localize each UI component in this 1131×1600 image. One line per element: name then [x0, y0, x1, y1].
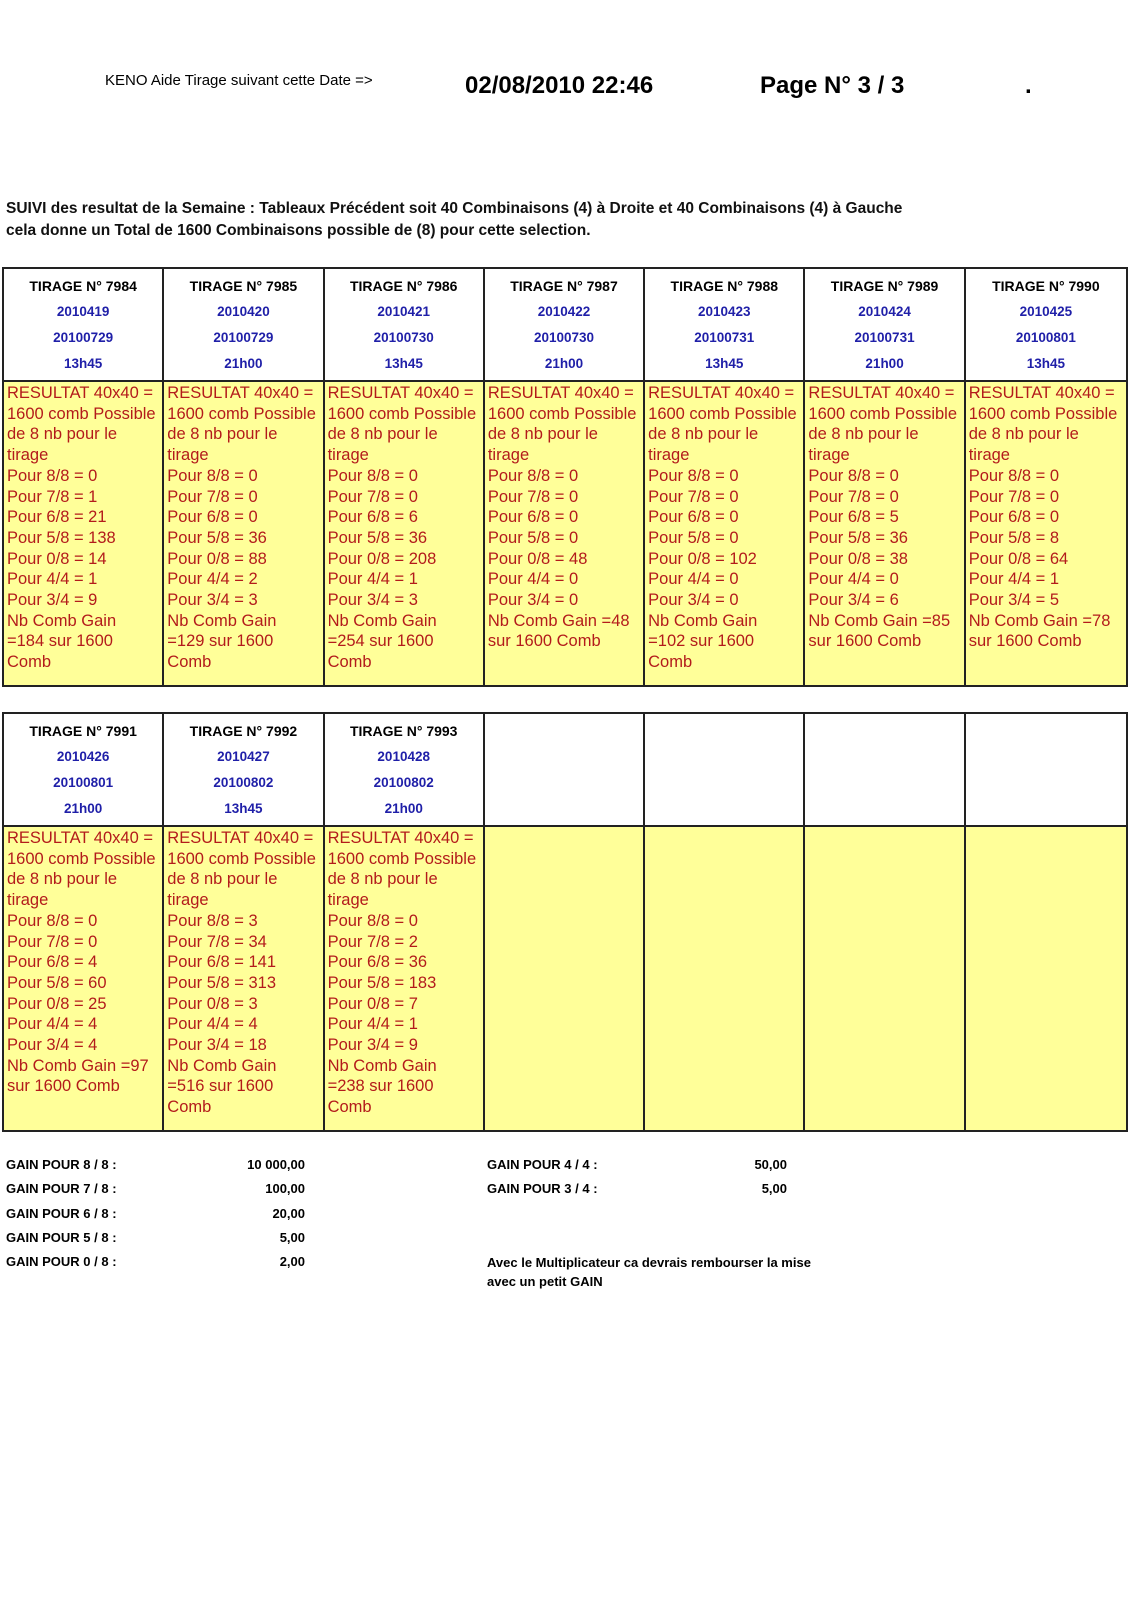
- result-line: Pour 7/8 = 1: [7, 487, 98, 506]
- result-line: Pour 0/8 = 48: [487, 549, 588, 568]
- result-line: 1600 comb Possible: [648, 404, 797, 423]
- result-line: Pour 0/8 = 3: [167, 994, 258, 1013]
- result-line: Pour 0/8 = 102: [648, 549, 757, 568]
- result-line: tirage: [327, 891, 369, 910]
- result-line: de 8 nb pour le: [968, 425, 1079, 444]
- result-line: Pour 3/4 = 0: [487, 591, 579, 610]
- gain-value: 5,00: [761, 1181, 787, 1196]
- draw-column: [325, 714, 485, 1130]
- result-line: Pour 0/8 = 88: [167, 549, 267, 568]
- result-line: Pour 7/8 = 0: [167, 487, 258, 506]
- result-line: Pour 0/8 = 7: [327, 994, 418, 1013]
- draw-column: [966, 714, 1126, 1130]
- result-line: Comb: [648, 653, 693, 672]
- result-line: Pour 6/8 = 141: [167, 953, 276, 972]
- result-line: 1600 comb Possible: [7, 849, 156, 868]
- gain-label: GAIN POUR 7 / 8 :: [6, 1181, 117, 1196]
- gain-value: 50,00: [754, 1157, 787, 1172]
- draw-column: [164, 714, 324, 1130]
- empty-header: [485, 714, 643, 827]
- header-dot: .: [1025, 72, 1032, 99]
- intro-line-1: SUIVI des resultat de la Semaine : Tableaux Précédent soit 40 Combinaisons (4) à Droite et 40 Combinaisons (4) à Gauche: [6, 200, 903, 217]
- result-line: Nb Comb Gain =78: [968, 611, 1111, 630]
- result-line: tirage: [487, 446, 530, 465]
- empty-result: [966, 827, 1126, 1130]
- draw-column: [645, 714, 805, 1130]
- draw-result: [4, 827, 162, 1130]
- result-line: Nb Comb Gain =48: [487, 611, 630, 630]
- intro-text: [6, 198, 902, 242]
- draw-ref: 2010425: [1019, 304, 1073, 319]
- gain-value: 100,00: [265, 1181, 305, 1196]
- result-line: Pour 6/8 = 0: [648, 508, 739, 527]
- result-line: de 8 nb pour le: [808, 425, 919, 444]
- draw-result: [645, 382, 803, 685]
- result-line: Pour 8/8 = 0: [648, 466, 739, 485]
- note-line-1: Avec le Multiplicateur ca devrais rembourser la mise: [487, 1255, 811, 1270]
- result-line: Nb Comb Gain: [167, 1056, 277, 1075]
- draw-time: 21h00: [544, 356, 584, 371]
- result-line: =102 sur 1600: [648, 632, 755, 651]
- result-line: 1600 comb Possible: [167, 404, 316, 423]
- result-line: 1600 comb Possible: [808, 404, 958, 423]
- result-line: Pour 8/8 = 0: [167, 466, 258, 485]
- result-line: 1600 comb Possible: [167, 849, 316, 868]
- draw-column: [485, 269, 645, 685]
- result-line: 1600 comb Possible: [327, 849, 477, 868]
- gain-label: GAIN POUR 0 / 8 :: [6, 1254, 117, 1269]
- draw-title: TIRAGE N° 7989: [830, 278, 939, 294]
- result-line: Pour 5/8 = 36: [808, 528, 908, 547]
- draw-column: [805, 714, 965, 1130]
- draw-time: 21h00: [865, 356, 904, 371]
- result-line: Pour 5/8 = 138: [7, 528, 116, 547]
- result-line: Pour 6/8 = 0: [487, 508, 579, 527]
- result-line: Pour 6/8 = 5: [808, 508, 899, 527]
- note-line-2: avec un petit GAIN: [487, 1274, 603, 1289]
- result-line: Pour 8/8 = 0: [327, 911, 418, 930]
- draw-header: [164, 714, 322, 827]
- draw-title: TIRAGE N° 7992: [189, 723, 298, 739]
- draw-header: [164, 269, 322, 382]
- result-line: =516 sur 1600: [167, 1077, 274, 1096]
- result-line: Pour 5/8 = 0: [648, 528, 739, 547]
- draw-result: [325, 827, 483, 1130]
- result-line: Pour 5/8 = 36: [167, 528, 267, 547]
- result-line: Pour 0/8 = 208: [327, 549, 437, 568]
- result-line: Pour 4/4 = 1: [7, 570, 98, 589]
- draw-date: 20100731: [854, 330, 915, 345]
- draw-header: [325, 714, 483, 827]
- result-line: sur 1600 Comb: [968, 632, 1082, 651]
- draw-title: TIRAGE N° 7984: [29, 278, 137, 294]
- draw-time: 13h45: [384, 356, 423, 371]
- result-line: Pour 7/8 = 2: [327, 932, 418, 951]
- result-line: de 8 nb pour le: [7, 870, 118, 889]
- draw-ref: 2010419: [56, 304, 110, 319]
- result-line: Pour 5/8 = 0: [487, 528, 579, 547]
- draw-column: [805, 269, 965, 685]
- gain-label: GAIN POUR 5 / 8 :: [6, 1230, 117, 1245]
- note: [487, 1253, 811, 1291]
- result-line: Pour 4/4 = 0: [648, 570, 739, 589]
- empty-result: [645, 827, 803, 1130]
- gain-label: GAIN POUR 3 / 4 :: [487, 1181, 598, 1196]
- result-line: Pour 3/4 = 18: [167, 1036, 267, 1055]
- result-line: Pour 3/4 = 9: [7, 591, 98, 610]
- result-line: Pour 3/4 = 5: [968, 591, 1060, 610]
- result-line: Pour 6/8 = 0: [968, 508, 1060, 527]
- result-line: Nb Comb Gain: [7, 611, 117, 630]
- result-line: tirage: [327, 446, 369, 465]
- draw-date: 20100731: [694, 330, 755, 345]
- draw-column: [966, 269, 1126, 685]
- result-line: Pour 4/4 = 1: [327, 570, 418, 589]
- empty-header: [645, 714, 803, 827]
- intro-line-2: cela donne un Total de 1600 Combinaisons possible de (8) pour cette selection.: [6, 222, 591, 239]
- result-line: tirage: [968, 446, 1010, 465]
- draw-header: [325, 269, 483, 382]
- draw-title: TIRAGE N° 7988: [670, 278, 779, 294]
- result-line: RESULTAT 40x40 =: [327, 384, 474, 402]
- result-line: Nb Comb Gain =85: [808, 611, 951, 630]
- result-line: de 8 nb pour le: [487, 425, 598, 444]
- result-line: Pour 4/4 = 4: [7, 1015, 98, 1034]
- result-line: Pour 3/4 = 9: [327, 1036, 418, 1055]
- gain-label: GAIN POUR 4 / 4 :: [487, 1157, 598, 1172]
- draw-result: [325, 382, 483, 685]
- result-line: RESULTAT 40x40 =: [7, 384, 153, 402]
- result-line: Pour 8/8 = 3: [167, 911, 258, 930]
- gain-value: 10 000,00: [247, 1157, 305, 1172]
- result-line: Pour 7/8 = 0: [968, 487, 1060, 506]
- draw-date: 20100801: [53, 775, 114, 790]
- result-line: Pour 5/8 = 313: [167, 973, 276, 992]
- draw-header: [4, 269, 162, 382]
- draw-date: 20100730: [373, 330, 434, 345]
- result-line: de 8 nb pour le: [327, 870, 438, 889]
- draw-ref: 2010428: [377, 749, 430, 764]
- result-line: Pour 3/4 = 4: [7, 1036, 98, 1055]
- gain-value: 20,00: [272, 1206, 305, 1221]
- result-line: Pour 0/8 = 14: [7, 549, 107, 568]
- result-line: de 8 nb pour le: [648, 425, 759, 444]
- draw-result: [4, 382, 162, 685]
- result-line: Comb: [327, 1098, 372, 1117]
- result-line: Nb Comb Gain: [327, 611, 437, 630]
- result-line: =254 sur 1600: [327, 632, 434, 651]
- draw-date: 20100729: [53, 330, 114, 345]
- result-line: Pour 7/8 = 0: [808, 487, 899, 506]
- result-line: Nb Comb Gain: [648, 611, 758, 630]
- result-line: RESULTAT 40x40 =: [648, 384, 795, 402]
- result-line: Pour 4/4 = 0: [808, 570, 899, 589]
- draw-time: 13h45: [224, 801, 263, 816]
- result-line: Nb Comb Gain: [327, 1056, 437, 1075]
- draw-title: TIRAGE N° 7990: [992, 278, 1100, 294]
- result-line: Pour 5/8 = 60: [7, 973, 107, 992]
- result-line: Pour 5/8 = 183: [327, 973, 437, 992]
- draw-title: TIRAGE N° 7986: [349, 278, 458, 294]
- result-line: RESULTAT 40x40 =: [808, 384, 955, 402]
- result-line: tirage: [7, 446, 49, 465]
- result-line: Pour 0/8 = 25: [7, 994, 107, 1013]
- draw-date: 20100729: [213, 330, 274, 345]
- result-line: Comb: [7, 653, 52, 672]
- result-line: RESULTAT 40x40 =: [7, 829, 153, 847]
- draw-time: 21h00: [64, 801, 103, 816]
- draw-date: 20100802: [213, 775, 274, 790]
- result-line: RESULTAT 40x40 =: [167, 384, 314, 402]
- result-line: Pour 4/4 = 1: [327, 1015, 418, 1034]
- result-line: RESULTAT 40x40 =: [968, 384, 1115, 402]
- result-line: Pour 7/8 = 0: [327, 487, 418, 506]
- result-line: Pour 4/4 = 2: [167, 570, 258, 589]
- draw-ref: 2010426: [56, 749, 110, 764]
- result-line: =184 sur 1600: [7, 632, 113, 651]
- result-line: =238 sur 1600: [327, 1077, 434, 1096]
- result-line: Pour 3/4 = 3: [327, 591, 418, 610]
- draw-title: TIRAGE N° 7991: [29, 723, 137, 739]
- draw-result: [966, 382, 1126, 685]
- result-line: tirage: [808, 446, 850, 465]
- draw-result: [164, 827, 322, 1130]
- empty-header: [966, 714, 1126, 827]
- result-line: 1600 comb Possible: [968, 404, 1118, 423]
- draw-ref: 2010427: [217, 749, 270, 764]
- draw-column: [4, 714, 164, 1130]
- result-line: sur 1600 Comb: [7, 1077, 120, 1096]
- draw-column: [325, 269, 485, 685]
- result-line: Pour 8/8 = 0: [7, 911, 98, 930]
- result-line: =129 sur 1600: [167, 632, 274, 651]
- result-line: Pour 6/8 = 4: [7, 953, 98, 972]
- draw-title: TIRAGE N° 7987: [510, 278, 618, 294]
- page-number: Page N° 3 / 3: [760, 72, 905, 99]
- gain-label: GAIN POUR 6 / 8 :: [6, 1206, 117, 1221]
- header-date: 02/08/2010 22:46: [465, 72, 654, 99]
- result-line: RESULTAT 40x40 =: [487, 384, 634, 402]
- result-line: de 8 nb pour le: [327, 425, 438, 444]
- result-line: Pour 0/8 = 38: [808, 549, 908, 568]
- result-line: tirage: [167, 446, 209, 465]
- result-line: 1600 comb Possible: [327, 404, 477, 423]
- result-line: Pour 7/8 = 34: [167, 932, 267, 951]
- draw-time: 13h45: [64, 356, 103, 371]
- result-line: Pour 8/8 = 0: [7, 466, 98, 485]
- result-line: Pour 3/4 = 6: [808, 591, 899, 610]
- draw-column: [164, 269, 324, 685]
- draw-ref: 2010420: [217, 304, 270, 319]
- result-line: Pour 3/4 = 3: [167, 591, 258, 610]
- draw-time: 13h45: [1026, 356, 1065, 371]
- draw-title: TIRAGE N° 7985: [189, 278, 298, 294]
- result-line: de 8 nb pour le: [167, 425, 278, 444]
- result-line: Pour 5/8 = 36: [327, 528, 428, 547]
- result-line: sur 1600 Comb: [808, 632, 922, 651]
- draw-result: [164, 382, 322, 685]
- result-line: Pour 7/8 = 0: [648, 487, 739, 506]
- draw-time: 13h45: [705, 356, 744, 371]
- draw-column: [645, 269, 805, 685]
- header-label: KENO Aide Tirage suivant cette Date =>: [105, 72, 373, 89]
- result-line: Pour 8/8 = 0: [808, 466, 899, 485]
- result-line: tirage: [7, 891, 49, 910]
- result-line: Pour 4/4 = 0: [487, 570, 579, 589]
- draw-ref: 2010422: [537, 304, 591, 319]
- result-line: 1600 comb Possible: [7, 404, 156, 423]
- result-line: Pour 8/8 = 0: [327, 466, 418, 485]
- result-line: de 8 nb pour le: [7, 425, 118, 444]
- result-line: Pour 6/8 = 0: [167, 508, 258, 527]
- result-line: Pour 7/8 = 0: [7, 932, 98, 951]
- draw-date: 20100730: [533, 330, 595, 345]
- result-line: tirage: [648, 446, 690, 465]
- empty-result: [805, 827, 963, 1130]
- result-line: Nb Comb Gain =97: [7, 1056, 149, 1075]
- draw-header: [805, 269, 963, 382]
- draw-result: [805, 382, 963, 685]
- draw-header: [645, 269, 803, 382]
- draw-time: 21h00: [384, 801, 423, 816]
- draw-header: [4, 714, 162, 827]
- result-line: 1600 comb Possible: [487, 404, 637, 423]
- draw-column: [4, 269, 164, 685]
- draw-date: 20100802: [373, 775, 434, 790]
- draw-table-2: [2, 712, 1128, 1132]
- gain-label: GAIN POUR 8 / 8 :: [6, 1157, 117, 1172]
- draw-time: 21h00: [224, 356, 263, 371]
- result-line: Pour 0/8 = 64: [968, 549, 1069, 568]
- draw-date: 20100801: [1015, 330, 1076, 345]
- draw-ref: 2010423: [698, 304, 751, 319]
- draw-table-1: [2, 267, 1128, 687]
- draw-title: TIRAGE N° 7993: [349, 723, 458, 739]
- result-line: Comb: [167, 1098, 212, 1117]
- result-line: Nb Comb Gain: [167, 611, 277, 630]
- result-line: Pour 8/8 = 0: [968, 466, 1060, 485]
- result-line: sur 1600 Comb: [487, 632, 601, 651]
- draw-header: [966, 269, 1126, 382]
- result-line: Comb: [327, 653, 372, 672]
- result-line: Pour 7/8 = 0: [487, 487, 579, 506]
- empty-result: [485, 827, 643, 1130]
- result-line: RESULTAT 40x40 =: [327, 829, 474, 847]
- gain-value: 2,00: [279, 1254, 305, 1269]
- result-line: Pour 4/4 = 1: [968, 570, 1060, 589]
- draw-column: [485, 714, 645, 1130]
- result-line: Pour 8/8 = 0: [487, 466, 579, 485]
- result-line: tirage: [167, 891, 209, 910]
- draw-ref: 2010424: [858, 304, 911, 319]
- draw-result: [485, 382, 643, 685]
- result-line: Pour 6/8 = 21: [7, 508, 107, 527]
- result-line: Pour 4/4 = 4: [167, 1015, 258, 1034]
- result-line: Comb: [167, 653, 212, 672]
- draw-header: [485, 269, 643, 382]
- result-line: de 8 nb pour le: [167, 870, 278, 889]
- draw-ref: 2010421: [377, 304, 430, 319]
- result-line: Pour 6/8 = 36: [327, 953, 428, 972]
- empty-header: [805, 714, 963, 827]
- result-line: Pour 5/8 = 8: [968, 528, 1060, 547]
- gain-value: 5,00: [279, 1230, 305, 1245]
- result-line: Pour 6/8 = 6: [327, 508, 418, 527]
- result-line: Pour 3/4 = 0: [648, 591, 739, 610]
- result-line: RESULTAT 40x40 =: [167, 829, 314, 847]
